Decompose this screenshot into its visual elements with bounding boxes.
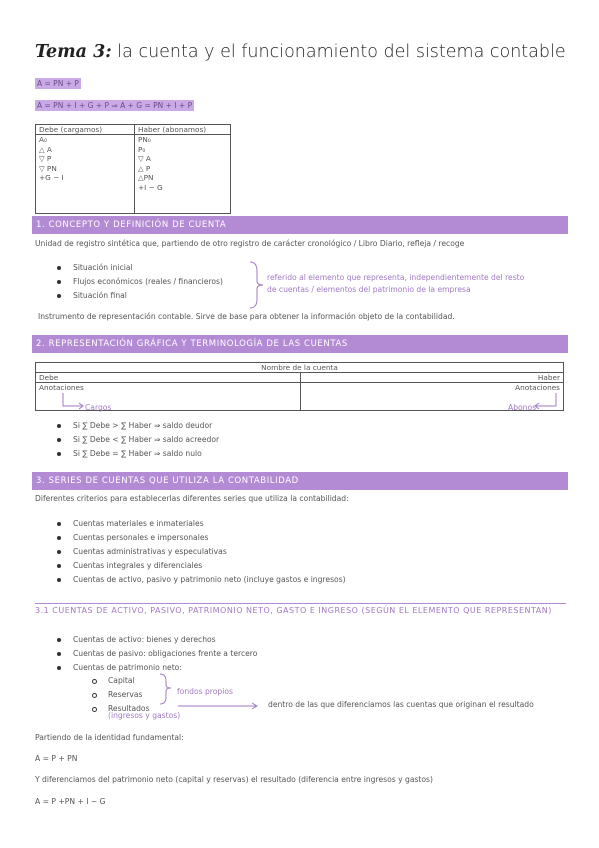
debe-label: Debe bbox=[36, 373, 301, 383]
haber-label: Haber bbox=[301, 373, 564, 383]
debe-entry: ▽ P bbox=[39, 154, 52, 163]
abonos-arrow-icon bbox=[508, 392, 560, 412]
list-item: Cuentas de pasivo: obligaciones frente a tercero bbox=[57, 648, 257, 662]
ingresos-gastos-label: (ingresos y gastos) bbox=[108, 711, 181, 720]
debe-entry: ▽ PN bbox=[39, 163, 57, 173]
formula-final: A = P +PN + I − G bbox=[35, 797, 106, 806]
debe-column bbox=[36, 135, 135, 214]
brace-note-2: de cuentas / elementos del patrimonio de la empresa bbox=[267, 285, 471, 294]
resultado-arrow-icon bbox=[176, 700, 260, 712]
section-3-1-heading: 3.1 CUENTAS DE ACTIVO, PASIVO, PATRIMONIO NETO, GASTO E INGRESO (SEGÚN EL ELEMENTO QUE REPRESENTAN) bbox=[35, 603, 566, 616]
list-item: Cuentas de activo, pasivo y patrimonio neto (incluye gastos e ingresos) bbox=[57, 574, 346, 588]
section-1-heading: 1. CONCEPTO Y DEFINICIÓN DE CUENTA bbox=[32, 216, 568, 234]
haber-entry: ▽ A bbox=[138, 154, 151, 163]
anotaciones-left: Anotaciones bbox=[39, 383, 84, 392]
debe-entry: △ A bbox=[39, 144, 52, 154]
formula-line-1 bbox=[35, 79, 81, 88]
fondos-brace-icon bbox=[158, 673, 176, 705]
debe-entry: +G − I bbox=[39, 173, 64, 182]
haber-entry: P₀ bbox=[138, 144, 146, 154]
list-item: Cuentas personales e impersonales bbox=[57, 532, 346, 546]
list-item: Cuentas de activo: bienes y derechos bbox=[57, 634, 257, 648]
page-title bbox=[35, 42, 566, 62]
haber-header: Haber (abonamos) bbox=[135, 125, 231, 135]
account-name: Nombre de la cuenta bbox=[36, 363, 564, 373]
list-item: Cuentas integrales y diferenciales bbox=[57, 560, 346, 574]
cargos-arrow-icon bbox=[60, 392, 88, 412]
debe-entry: A₀ bbox=[39, 135, 47, 144]
anotaciones-right: Anotaciones bbox=[515, 383, 560, 392]
debe-haber-table bbox=[35, 124, 231, 214]
formula-line-2 bbox=[35, 101, 194, 110]
list-item: Situación final bbox=[57, 290, 223, 304]
list-item: Si ∑ Debe > ∑ Haber ⇒ saldo deudor bbox=[57, 420, 219, 434]
saldo-list bbox=[57, 420, 219, 462]
haber-column bbox=[135, 135, 231, 214]
section-2-heading: 2. REPRESENTACIÓN GRÁFICA Y TERMINOLOGÍA DE LAS CUENTAS bbox=[32, 335, 568, 353]
sec3-intro: Diferentes criterios para establecerlas diferentes series que utiliza la contabilidad: bbox=[35, 494, 349, 503]
brace-note-1: referido al elemento que representa, independientemente del resto bbox=[267, 273, 525, 282]
list-item: Cuentas materiales e inmateriales bbox=[57, 518, 346, 532]
sec31-list bbox=[57, 634, 257, 676]
sec1-list bbox=[57, 262, 223, 304]
title-tema: Tema 3: bbox=[35, 42, 112, 62]
haber-entry: +I − G bbox=[138, 182, 163, 192]
debe-header: Debe (cargamos) bbox=[36, 125, 135, 135]
list-item: Resultados bbox=[92, 703, 150, 717]
list-item: Cuentas de patrimonio neto: bbox=[57, 662, 257, 676]
list-item: Capital bbox=[92, 675, 150, 689]
title-text: la cuenta y el funcionamiento del sistema contable bbox=[111, 42, 566, 62]
formula-a-p-pn: A = P + PN bbox=[35, 754, 78, 763]
list-item: Cuentas administrativas y especulativas bbox=[57, 546, 346, 560]
sec3-list bbox=[57, 518, 346, 588]
haber-entry: △ P bbox=[138, 163, 151, 173]
list-item: Situación inicial bbox=[57, 262, 223, 276]
haber-entry: △PN bbox=[138, 173, 154, 182]
dentro-text: dentro de las que diferenciamos las cuentas que originan el resultado bbox=[268, 700, 534, 709]
abonos-label: Abonos bbox=[508, 403, 537, 412]
list-item: Si ∑ Debe = ∑ Haber ⇒ saldo nulo bbox=[57, 448, 219, 462]
partiendo-text: Partiendo de la identidad fundamental: bbox=[35, 733, 184, 742]
account-t-table bbox=[35, 362, 564, 411]
formula-2: A = PN + I + G + P ⇒ A + G = PN + I + P bbox=[37, 101, 193, 110]
fondos-propios-label: fondos propios bbox=[177, 687, 233, 696]
formula-1: A = PN + P bbox=[37, 79, 79, 88]
sec1-intro: Unidad de registro sintética que, partiendo de otro registro de carácter cronológico / Libro Diario, refleja / recoge bbox=[35, 239, 465, 248]
cargos-label: Cargos bbox=[85, 403, 112, 412]
section-3-heading: 3. SERIES DE CUENTAS QUE UTILIZA LA CONTABILIDAD bbox=[32, 472, 568, 490]
sec1-brace-icon bbox=[247, 261, 267, 309]
list-item: Reservas bbox=[92, 689, 150, 703]
haber-entry: PN₀ bbox=[138, 135, 151, 144]
diferenciamos-text: Y diferenciamos del patrimonio neto (capital y reservas) el resultado (diferencia entre ingresos y gastos) bbox=[35, 775, 433, 784]
sec1-closing: Instrumento de representación contable. Sirve de base para obtener la información objeto de la contabilidad. bbox=[38, 312, 455, 321]
list-item: Flujos económicos (reales / financieros) bbox=[57, 276, 223, 290]
list-item: Si ∑ Debe < ∑ Haber ⇒ saldo acreedor bbox=[57, 434, 219, 448]
